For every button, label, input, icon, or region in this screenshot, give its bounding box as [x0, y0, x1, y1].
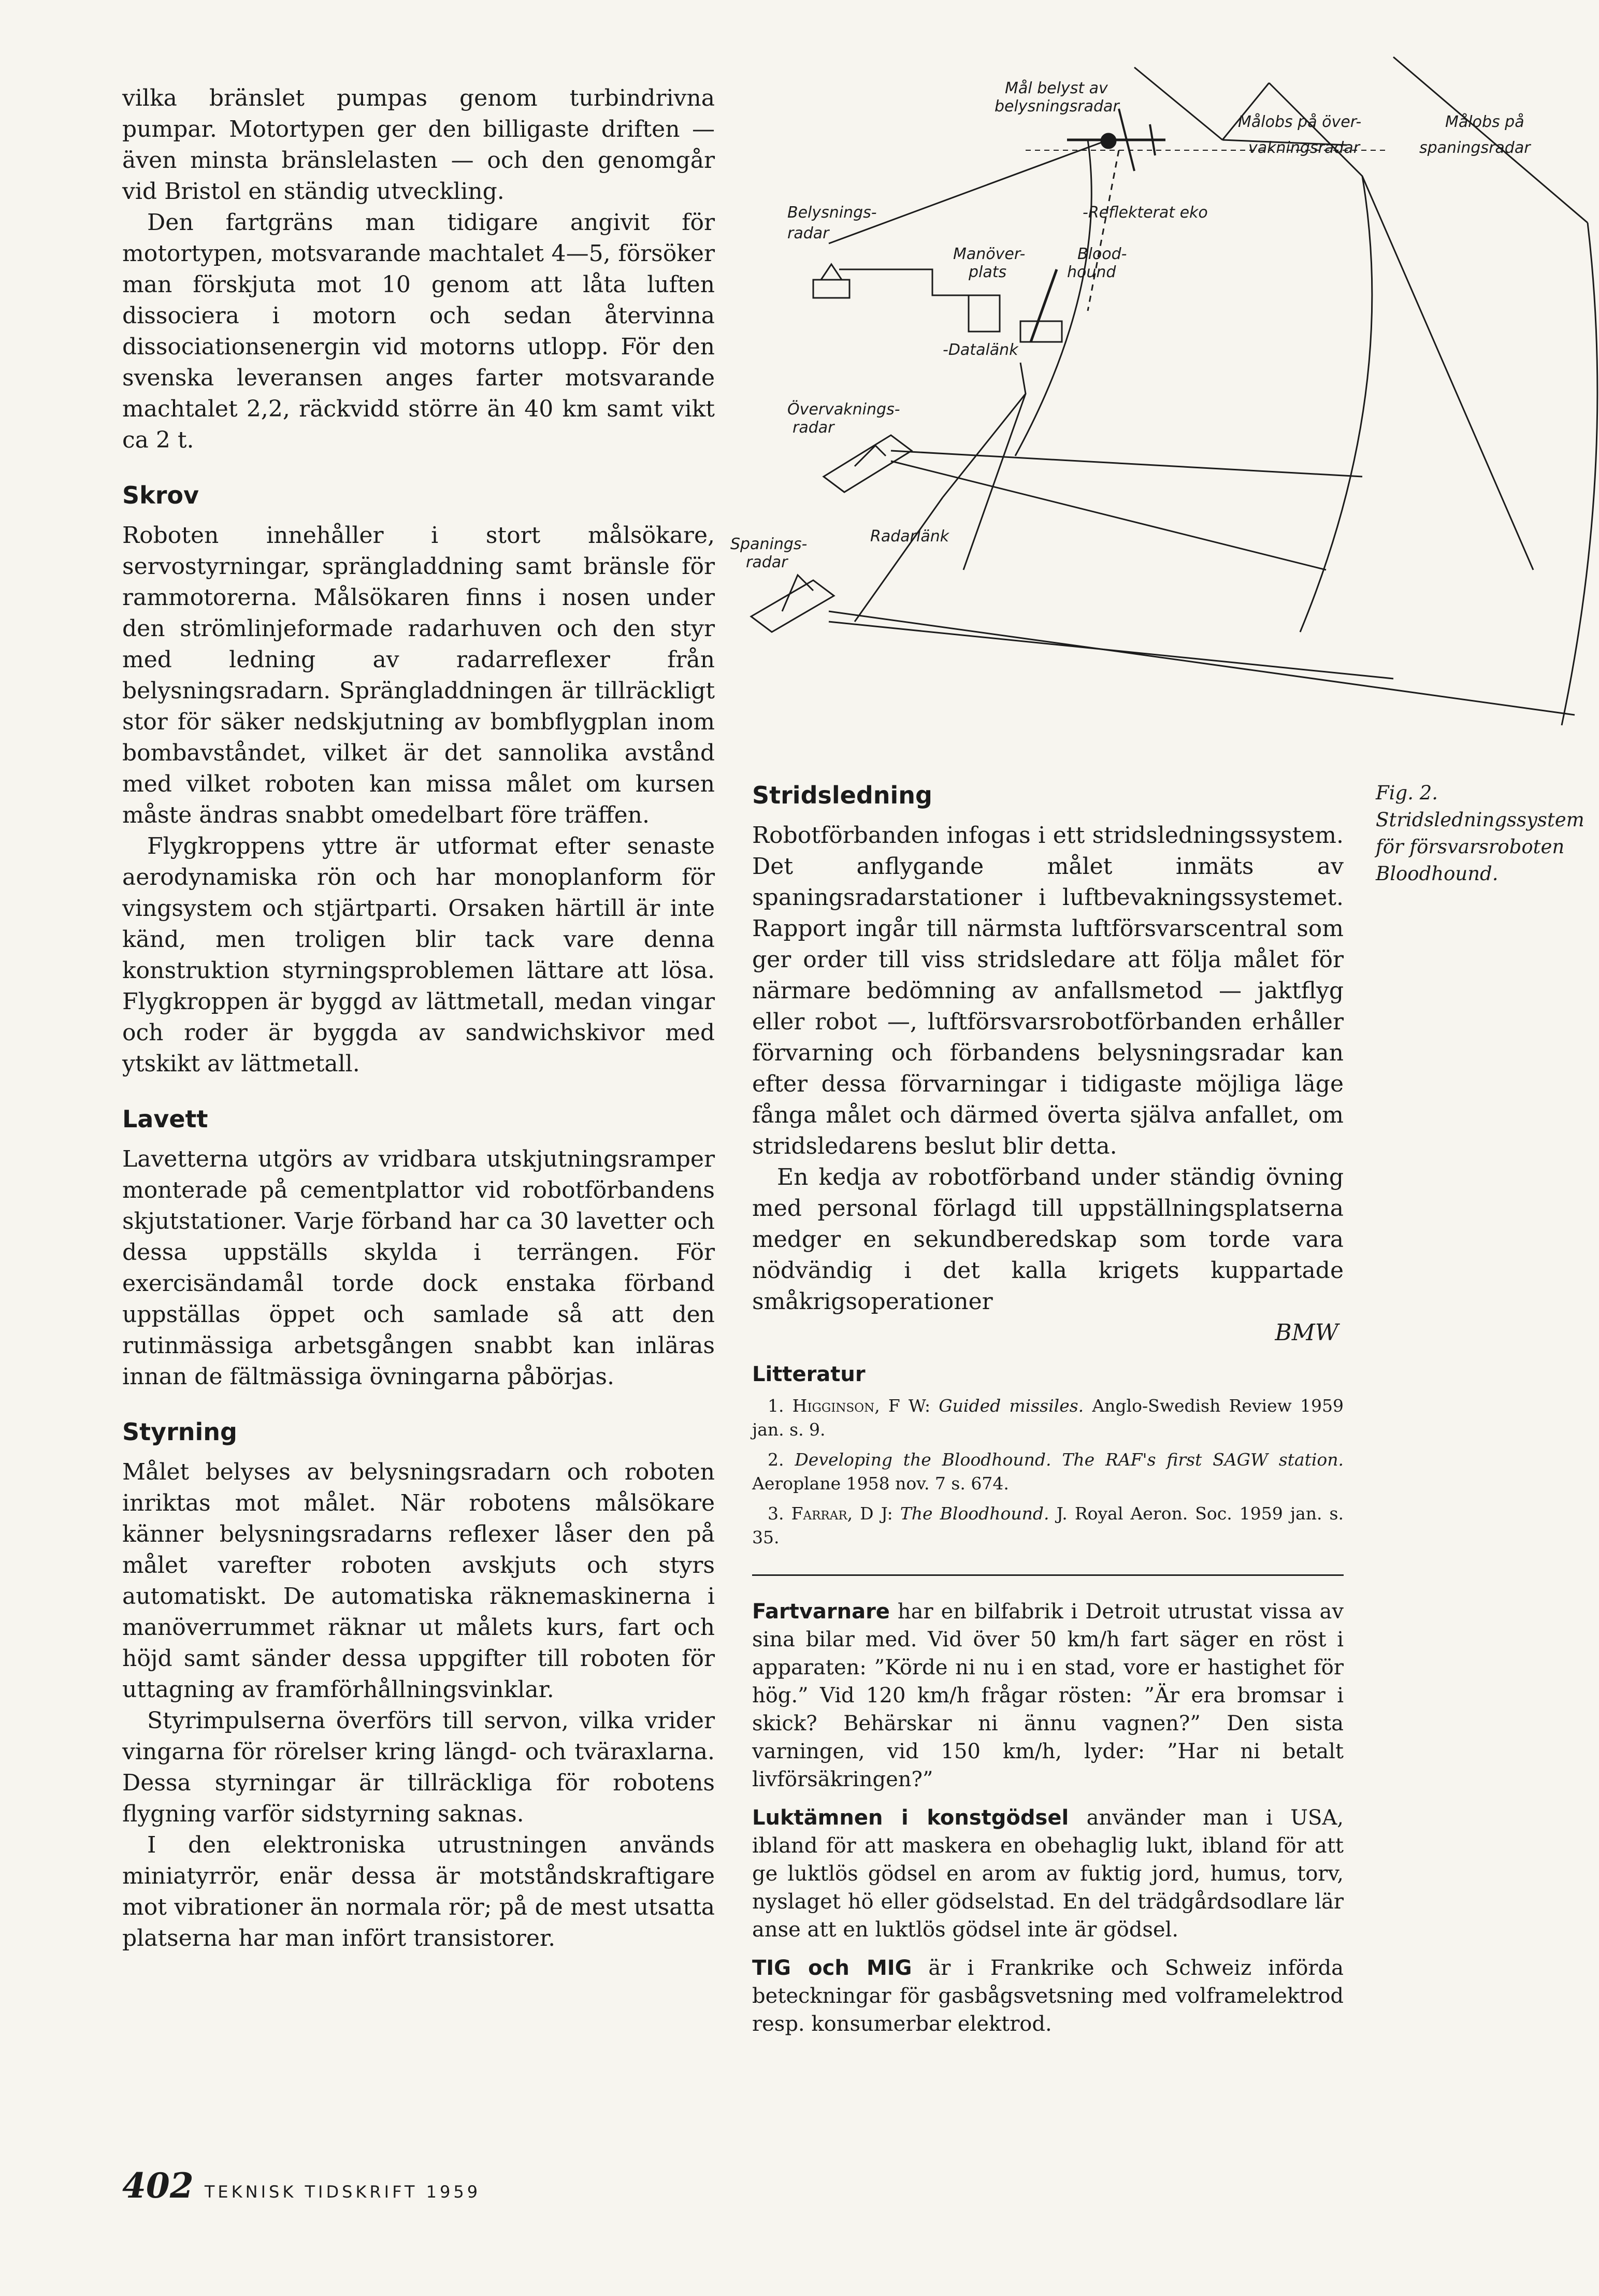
news-item: Luktämnen i konstgödsel använder man i USA, ibland för att maskera en obehaglig lukt, ibland för att ge luktlös gödsel en arom av fuktig jord, humus, torv, nyslaget hö eller gödselstad. En del trädgårdsodlare lär anse att en luktlös gödsel inte är gödsel. [752, 1806, 1344, 1942]
reflected-echo [1088, 150, 1119, 311]
section-heading-skrov: Skrov [122, 481, 199, 509]
search-beam [829, 611, 1575, 715]
illumination-beam [829, 140, 1108, 243]
label-blood-2: hound [1067, 263, 1116, 281]
label-malobs-span-1: Målobs på [1445, 113, 1524, 131]
literature-heading: Litteratur [752, 1362, 866, 1386]
control-room-icon [969, 295, 1000, 332]
label-overvaknings-1: Övervaknings- [787, 400, 900, 419]
right-column [752, 780, 1344, 2048]
section-heading-lavett: Lavett [122, 1105, 208, 1133]
label-radarlank: Radarlänk [870, 527, 949, 546]
label-malobs-span-2: spaningsradar [1419, 139, 1531, 157]
label-spanings-2: radar [746, 553, 788, 571]
news-item: TIG och MIG är i Frankrike och Schweiz införda beteckningar för gasbågsvetsning med volframelektrod resp. konsumerbar elektrod. [752, 1956, 1344, 2036]
news-notes [752, 1598, 1344, 2038]
label-manover-2: plats [969, 263, 1007, 281]
stridsledning-diagram [725, 52, 1599, 741]
news-item: Fartvarnare har en bilfabrik i Detroit utrustat vissa av sina bilar med. Vid över 50 km/h fart säger en röst i apparaten: ”Körde ni nu i en stad, vore er hastighet för hög.” Vid 120 km/h frågar rösten: ”Är era bromsar i skick? Behärskar ni ännu vagnen?” Den sista varningen, vid 150 km/h, lyder: ”Har ni betalt livförsäkringen?” [752, 1600, 1344, 1791]
paragraph: Flygkroppens yttre är utformat efter senaste aerodynamiska rön och har monoplanform för vingsystem och stjärtparti. Orsaken härtill är inte känd, men troligen blir tack vare denna konstruktion styrningsproblemen lättare att lösa. Flygkroppen är byggd av lättmetall, medan vingar och roder är byggda av sandwichskivor med ytskikt av lättmetall. [122, 833, 715, 1077]
surveillance-beam [891, 461, 1326, 570]
bloodhound-missile-icon [1020, 269, 1062, 342]
beam-line [1300, 176, 1372, 632]
divider [752, 1574, 1344, 1576]
data-link [839, 269, 984, 295]
radar-link [855, 497, 943, 622]
paragraph: Målet belyses av belysningsradarn och roboten inriktas mot målet. När robotens målsökare känner belysningsradarns reflexer låser den på målet varefter roboten avskjuts och styrs automatiskt. De automatiska räknemaskinerna i manöverrummet räknar ut målets kurs, fart och höjd samt sänder dessa uppgifter till roboten för uttagning av framförhållningsvinklar. [122, 1459, 715, 1703]
paragraph: vilka bränslet pumpas genom turbindrivna pumpar. Motortypen ger den billigaste driften — även minsta bränslelasten — och den genomgår vid Bristol en ständig utveckling. [122, 85, 715, 205]
paragraph: Roboten innehåller i stort målsökare, servostyrningar, sprängladdning samt bränsle för rammotorerna. Målsökaren finns i nosen under den strömlinjeformade radarhuven och den styr med ledning av radarreflexer från belysningsradarn. Sprängladdningen är tillräckligt stor för säker nedskjutning av bombflygplan inom bombavståndet, vilket är det sannolika avstånd med vilket roboten kan missa målet om kursen måste ändras snabbt omedelbart före träffen. [122, 522, 715, 828]
paragraph: En kedja av robotförband under ständig övning med personal förlagd till uppställningsplatserna medger en sekundberedskap som torde vara nödvändig i det kalla krigets kuppartade småkrigsoperationer [752, 1164, 1344, 1315]
literature-item: 1. Higginson, F W: Guided missiles. Anglo-Swedish Review 1959 jan. s. 9. [752, 1396, 1344, 1440]
label-malobs-over-1: Målobs på över- [1238, 113, 1362, 131]
label-reflekterat: -Reflekterat eko [1083, 204, 1208, 222]
publication-name: TEKNISK TIDSKRIFT 1959 [204, 2182, 481, 2202]
beam-line [1222, 83, 1269, 140]
label-belysnings-2: radar [787, 224, 829, 242]
page-number: 402 [122, 2165, 194, 2206]
label-datalank: -Datalänk [943, 341, 1018, 359]
paragraph: Lavetterna utgörs av vridbara utskjutningsramper monterade på cementplattor vid robotförbandens skjutstationer. Varje förband har ca 30 lavetter och dessa uppställs skylda i terrängen. För exercisändamål torde dock enstaka förband uppställas öppet och samlade så att den rutinmässiga arbetsgången snabbt kan inläras innan de fältmässiga övningarna påbörjas. [122, 1146, 715, 1390]
beam-line [1134, 67, 1222, 140]
left-column [122, 83, 715, 1954]
label-mal-belyst-2: belysningsradar [995, 97, 1119, 116]
paragraph: Robotförbanden infogas i ett stridsledningssystem. Det anflygande målet inmäts av spaningsradarstationer i luftbevakningssystemet. Rapport ingår till närmsta luftförsvarscentral som ger order till viss stridsledare att följa målet för närmare bedömning av anfallsmetod — jaktflyg eller robot —, luftförsvarsrobotförbanden erhåller förvarning och förbandens belysningsradar kan efter dessa förvarningar i tidigaste möjliga läge fånga målet och därmed överta själva anfallet, om stridsledarens beslut blir detta. [752, 822, 1344, 1159]
label-overvaknings-2: radar [793, 419, 834, 437]
paragraph: Styrimpulserna överförs till servon, vilka vrider vingarna för rörelser kring längd- och tväraxlarna. Dessa styrningar är tillräckliga för robotens flygning varför sidstyrning saknas. [122, 1707, 715, 1827]
label-belysnings-1: Belysnings- [787, 204, 877, 222]
beam-line [1015, 140, 1091, 456]
label-blood-1: Blood- [1077, 245, 1127, 263]
literature-list [752, 1394, 1344, 1549]
page-footer [122, 2165, 481, 2212]
beam-line [1562, 223, 1597, 725]
label-spanings-1: Spanings- [730, 535, 808, 553]
author-signature: BMW [1275, 1319, 1338, 1346]
paragraph: I den elektroniska utrustningen används miniatyrrör, enär dessa är motståndskraftigare mot vibrationer än normala rör; på de mest utsatta platserna har man infört transistorer. [122, 1832, 715, 1951]
label-manover-1: Manöver- [953, 245, 1026, 263]
figure-caption: Fig. 2. Stridsledningssystem för försvarsroboten Bloodhound. [1376, 782, 1584, 885]
section-heading-stridsledning: Stridsledning [752, 781, 932, 809]
section-heading-styrning: Styrning [122, 1418, 237, 1446]
paragraph: Den fartgräns man tidigare angivit för motortypen, motsvarande machtalet 4—5, försöker man förskjuta mot 10 genom att låta luften dissociera i motorn och sedan återvinna dissociationsenergin vid motorns utlopp. För den svenska leveransen anges farter motsvarande machtalet 2,2, räckvidd större än 40 km samt vikt ca 2 t. [122, 209, 715, 453]
search-radar-icon [751, 575, 834, 632]
literature-item: 2. Developing the Bloodhound. The RAF's first SAGW station. Aeroplane 1958 nov. 7 s. 674. [752, 1450, 1344, 1494]
label-mal-belyst-1: Mål belyst av [1005, 79, 1108, 97]
literature-item: 3. Farrar, D J: The Bloodhound. J. Royal Aeron. Soc. 1959 jan. s. 35. [752, 1503, 1344, 1547]
label-malobs-over-2: vakningsradar [1248, 139, 1360, 157]
search-beam [829, 622, 1393, 679]
